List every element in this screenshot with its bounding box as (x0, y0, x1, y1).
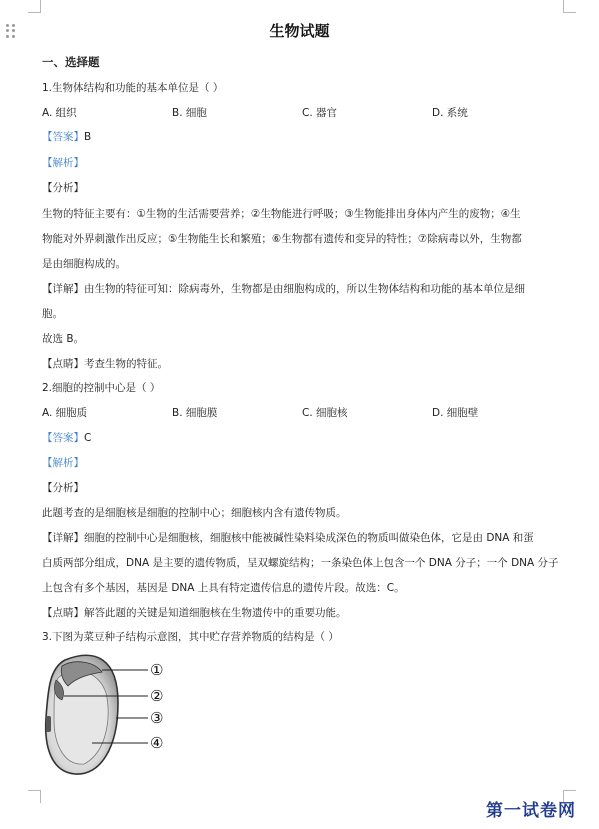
site-watermark: 第一试卷网 (486, 801, 576, 821)
question-stem: 3.下图为菜豆种子结构示意图，其中贮存营养物质的结构是（ ） (42, 631, 339, 643)
option-c[interactable]: C. 器官 (302, 107, 338, 119)
detail-text: 由生物的特征可知：除病毒外，生物都是由细胞构成的，所以生物体结构和功能的基本单位是细 (84, 283, 525, 295)
answer-tag: 【答案】 (42, 131, 84, 143)
fenxi-tag: 【分析】 (42, 482, 84, 494)
tip-tag: 【点睛】 (42, 607, 84, 619)
option-b[interactable]: B. 细胞 (172, 107, 207, 119)
detail-text: 上包含有多个基因，基因是 DNA 上具有特定遗传信息的遗传片段。故选：C。 (42, 582, 405, 594)
label-3: ③ (150, 709, 164, 727)
page-title: 生物试题 (269, 22, 330, 40)
label-4: ④ (150, 734, 164, 752)
detail-text: 白质两部分组成，DNA 是主要的遗传物质，呈双螺旋结构；一条染色体上包含一个 DNA 分子；一个 DNA 分子 (42, 557, 559, 569)
answer-value: B (84, 131, 92, 143)
option-d[interactable]: D. 细胞壁 (432, 407, 479, 419)
section-heading: 一、选择题 (42, 55, 100, 69)
fenxi-tag: 【分析】 (42, 182, 84, 194)
tip-text: 解答此题的关键是知道细胞核在生物遗传中的重要功能。 (84, 607, 347, 619)
detail-text: 细胞的控制中心是细胞核，细胞核中能被碱性染料染成深色的物质叫做染色体，它是由 DNA 和蛋 (84, 532, 534, 544)
detail-line (42, 281, 525, 296)
fenxi-text: 物能对外界刺激作出反应；⑤生物能生长和繁殖；⑥生物都有遗传和变异的特性；⑦除病毒以外，生物都 (42, 233, 522, 245)
fenxi-text: 此题考查的是细胞核是细胞的控制中心；细胞核内含有遗传物质。 (42, 507, 347, 519)
detail-line (42, 530, 534, 545)
analysis-tag: 【解析】 (42, 157, 84, 169)
tip-tag: 【点睛】 (42, 358, 84, 370)
tip-text: 考查生物的特征。 (84, 358, 168, 370)
answer-value: C (84, 432, 92, 444)
hilum (46, 716, 51, 732)
detail-tag: 【详解】 (42, 283, 84, 295)
question-stem: 1.生物体结构和功能的基本单位是（ ） (42, 82, 224, 94)
option-d[interactable]: D. 系统 (432, 107, 468, 119)
label-1: ① (150, 661, 164, 679)
fenxi-text: 是由细胞构成的。 (42, 258, 126, 270)
tip-line (42, 356, 168, 371)
option-c[interactable]: C. 细胞核 (302, 407, 348, 419)
page-corner-mark (28, 0, 41, 13)
detail-text: 胞。 (42, 308, 63, 320)
tip-line (42, 605, 347, 620)
answer-line (42, 430, 91, 445)
option-a[interactable]: A. 细胞质 (42, 407, 88, 419)
detail-tag: 【详解】 (42, 532, 84, 544)
label-2: ② (150, 687, 164, 705)
option-b[interactable]: B. 细胞膜 (172, 407, 218, 419)
option-a[interactable]: A. 组织 (42, 107, 77, 119)
page-corner-mark (28, 790, 41, 803)
choose-line: 故选 B。 (42, 333, 85, 345)
page-corner-mark (563, 0, 576, 13)
bean-seed-diagram (40, 648, 170, 778)
fenxi-text: 生物的特征主要有：①生物的生活需要营养；②生物能进行呼吸；③生物能排出身体内产生的废物；④生 (42, 208, 521, 220)
answer-line (42, 129, 91, 144)
question-stem: 2.细胞的控制中心是（ ） (42, 382, 161, 394)
analysis-tag: 【解析】 (42, 457, 84, 469)
answer-tag: 【答案】 (42, 432, 84, 444)
